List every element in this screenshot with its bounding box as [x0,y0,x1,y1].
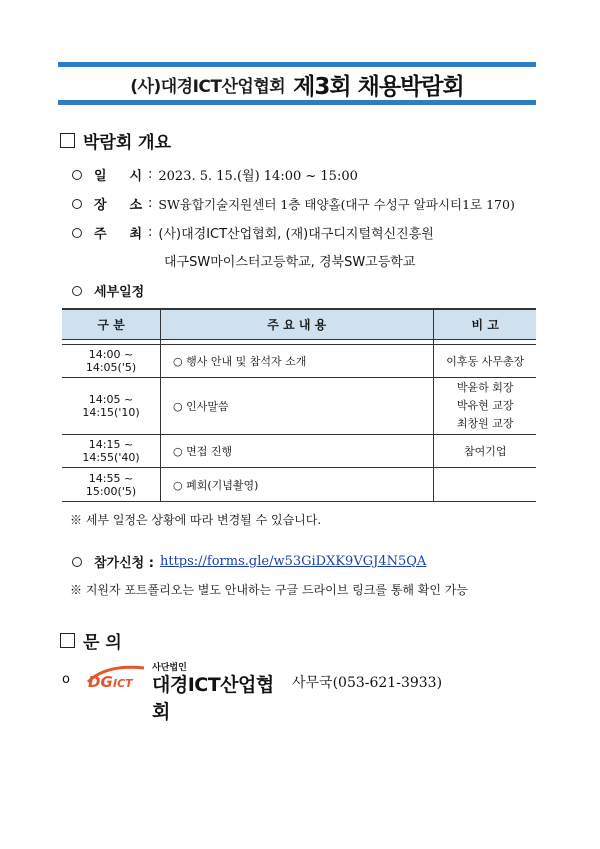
col-header-remarks: 비 고 [434,309,536,340]
table-row [62,435,536,468]
place-label: 장 소 [94,198,142,213]
row-time: 14:00 ~ 14:05('5) [62,345,161,378]
section-overview-heading [60,128,171,153]
row-time: 14:55 ~ 15:00('5) [62,468,161,502]
col-header-content: 주 요 내 용 [161,309,434,340]
apply-row [72,552,426,571]
schedule-heading-row [72,281,144,300]
row-time: 14:05 ~ 14:15('10) [62,378,161,435]
row-note: 이후동 사무총장 [434,345,536,378]
overview-host-row: 주 최 : (사)대경ICT산업협회, (재)대구디지털혁신진흥원 [72,223,434,242]
svg-text:DG: DG [88,673,113,691]
section-contact-heading [60,628,122,653]
title-org: (사)대경ICT산업협회 [130,76,286,97]
table-row [62,345,536,378]
row-note [434,468,536,502]
table-header-row [62,309,536,340]
row-note: 참여기업 [434,435,536,468]
logo-small-text: 사단법인 [152,663,187,673]
apply-note: ※ 지원자 포트폴리오는 별도 안내하는 구글 드라이브 링크를 통해 확인 가능 [70,583,468,597]
col-header-division: 구 분 [62,309,161,340]
square-bullet-icon [60,633,75,648]
circle-bullet-icon [72,557,82,567]
circle-bullet-icon [72,199,82,209]
row-note: 박윤하 회장 박유현 교장 최창원 교장 [434,378,536,435]
overview-place-row: 장 소 : SW융합기술지원센터 1층 태양홀(대구 수성구 알파시티1로 170) [72,194,515,213]
host-value-2: 대구SW마이스터고등학교, 경북SW고등학교 [164,255,416,270]
apply-label: 참가신청 : [94,556,154,571]
row-content: ○ 폐회(기념촬영) [161,468,434,502]
page-title [58,68,536,100]
dgict-logo-icon [86,662,148,692]
place-value: SW융합기술지원센터 1층 태양홀(대구 수성구 알파시티1로 170) [158,196,515,212]
table-row [62,468,536,502]
title-event: 제3회 채용박람회 [293,73,464,100]
date-label: 일 시 [94,169,142,184]
circle-bullet-icon [72,228,82,238]
row-content: ○ 인사말씀 [161,378,434,435]
host-value-1: (사)대경ICT산업협회, (재)대구디지털혁신진흥원 [158,227,434,242]
schedule-footnote: ※ 세부 일정은 상황에 따라 변경될 수 있습니다. [70,513,322,527]
overview-heading-text: 박람회 개요 [83,133,172,153]
circle-bullet-icon [72,170,82,180]
association-logo [86,660,286,723]
schedule-table [62,308,536,502]
header-rule-bottom [58,100,536,105]
contact-office: 사무국(053-621-3933) [292,675,443,691]
circle-bullet-icon [72,286,82,296]
svg-text:ICT: ICT [113,677,133,690]
table-row [62,378,536,435]
contact-heading-text: 문 의 [83,633,122,653]
overview-date-row: 일 시 : 2023. 5. 15.(월) 14:00 ~ 15:00 [72,165,358,184]
date-value: 2023. 5. 15.(월) 14:00 ~ 15:00 [158,169,358,184]
square-bullet-icon [60,133,75,148]
logo-name: 대경ICT산업협회 [152,674,274,723]
header-rule-top [58,62,536,67]
row-content: ○ 행사 안내 및 참석자 소개 [161,345,434,378]
row-time: 14:15 ~ 14:55('40) [62,435,161,468]
schedule-heading: 세부일정 [94,285,145,300]
apply-link[interactable]: https://forms.gle/w53GiDXK9VGJ4N5QA [159,554,427,569]
host-label: 주 최 [94,227,142,242]
row-content: ○ 면접 진행 [161,435,434,468]
contact-bullet: o [62,672,70,687]
